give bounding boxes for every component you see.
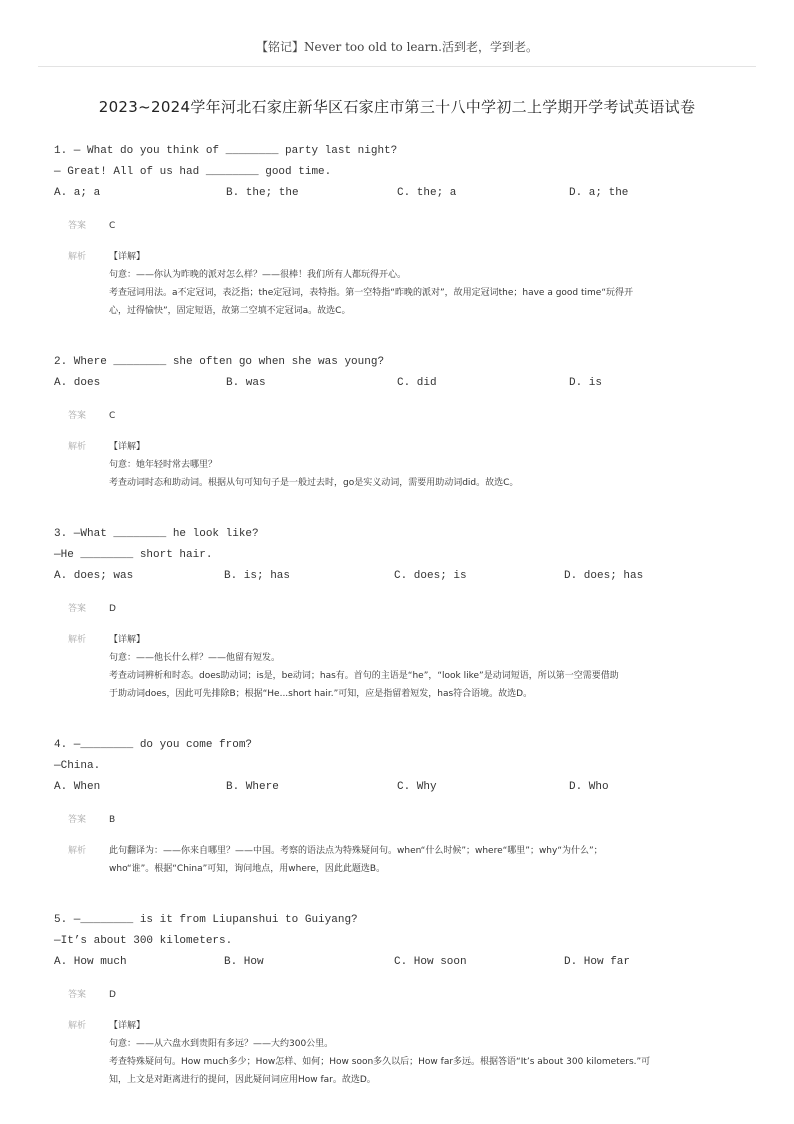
option-b: B. was — [226, 377, 266, 389]
analysis-line: 考查动词时态和助动词。根据从句可知句子是一般过去时，go是实义动词，需要用助动词did。故选C。 — [109, 478, 519, 488]
answer-row — [68, 986, 754, 1004]
analysis-label: 解析 — [68, 442, 87, 452]
exam-title: 2023~2024学年河北石家庄新华区石家庄市第三十八中学初二上学期开学考试英语试卷 — [98, 98, 696, 116]
analysis-line: 句意：她年轻时常去哪里？ — [109, 460, 218, 470]
question-stem: 2. Where ________ she often go when she was young? — [54, 356, 385, 368]
option-b: B. Where — [226, 781, 279, 793]
analysis-line: 考查冠词用法。a不定冠词，表泛指；the定冠词，表特指。第一空特指“昨晚的派对”，故用定冠词the；have a good time“玩得开 — [109, 288, 633, 298]
answer-row — [68, 407, 754, 425]
analysis-row — [68, 842, 754, 878]
option-c: C. did — [397, 377, 437, 389]
analysis-line: 考查动词辨析和时态。does助动词；is是，be动词；has有。首句的主语是“he”，“look like”是动词短语，所以第一空需要借助 — [109, 671, 619, 681]
option-d: D. does; has — [564, 570, 644, 582]
answer-value: D — [109, 604, 116, 614]
options-row — [54, 777, 754, 798]
analysis-label: 解析 — [68, 252, 87, 262]
page-header-motto: 【铭记】Never too old to learn.活到老，学到老。 — [256, 40, 538, 54]
answer-label: 答案 — [68, 221, 87, 231]
question-3 — [54, 524, 754, 703]
answer-label: 答案 — [68, 604, 87, 614]
question-stem: 4. —________ do you come from? — [54, 739, 253, 751]
option-a: A. does — [54, 377, 101, 389]
option-c: C. does; is — [394, 570, 467, 582]
option-c: C. How soon — [394, 956, 467, 968]
question-stem: 3. —What ________ he look like? — [54, 528, 259, 540]
answer-block — [68, 217, 754, 320]
option-a: A. When — [54, 781, 101, 793]
answer-value: C — [109, 221, 116, 231]
analysis-line: 【详解】 — [109, 252, 146, 262]
question-stem: —He ________ short hair. — [54, 549, 213, 561]
answer-block — [68, 811, 754, 878]
answer-row — [68, 811, 754, 829]
question-2 — [54, 352, 754, 492]
analysis-line: 句意：——他长什么样？——他留有短发。 — [109, 653, 281, 663]
analysis-line: 【详解】 — [109, 1021, 146, 1031]
analysis-line: 句意：——从六盘水到贵阳有多远？——大约300公里。 — [109, 1039, 334, 1049]
analysis-line: 【详解】 — [109, 442, 146, 452]
answer-block — [68, 407, 754, 492]
analysis-line: 于助动词does，因此可先排除B；根据“He...short hair.”可知，应是指留着短发，has符合语境。故选D。 — [109, 689, 533, 699]
option-c: C. Why — [397, 781, 437, 793]
answer-value: D — [109, 990, 116, 1000]
answer-label: 答案 — [68, 411, 87, 421]
question-stem: 1. — What do you think of ________ party last night? — [54, 145, 398, 157]
option-b: B. the; the — [226, 187, 299, 199]
analysis-line: 句意：——你认为昨晚的派对怎么样？——很棒！我们所有人都玩得开心。 — [109, 270, 407, 280]
analysis-line: who“谁”。根据“China”可知，询问地点，用where，因此此题选B。 — [109, 864, 386, 874]
analysis-row — [68, 248, 754, 320]
question-5 — [54, 910, 754, 1089]
answer-block — [68, 986, 754, 1089]
question-stem: — Great! All of us had ________ good time. — [54, 166, 332, 178]
option-a: A. does; was — [54, 570, 134, 582]
question-stem: —It’s about 300 kilometers. — [54, 935, 233, 947]
options-row — [54, 952, 754, 973]
analysis-line: 【详解】 — [109, 635, 146, 645]
question-4 — [54, 735, 754, 878]
answer-value: B — [109, 815, 116, 825]
answer-row — [68, 217, 754, 235]
header-divider — [38, 66, 756, 67]
option-a: A. a; a — [54, 187, 101, 199]
answer-row — [68, 600, 754, 618]
answer-label: 答案 — [68, 990, 87, 1000]
question-1 — [54, 141, 754, 320]
option-a: A. How much — [54, 956, 127, 968]
option-d: D. How far — [564, 956, 631, 968]
answer-value: C — [109, 411, 116, 421]
analysis-line: 此句翻译为：——你来自哪里？——中国。考察的语法点为特殊疑问句。when“什么时候”；where“哪里”；why“为什么”； — [109, 846, 603, 856]
answer-block — [68, 600, 754, 703]
analysis-line: 考查特殊疑问句。How much多少；How怎样、如何；How soon多久以后；How far多远。根据答语“It’s about 300 kilometers.”可 — [109, 1057, 651, 1067]
option-d: D. is — [569, 377, 603, 389]
option-d: D. Who — [569, 781, 609, 793]
analysis-line: 知，上文是对距离进行的提问，因此疑问词应用How far。故选D。 — [109, 1075, 376, 1085]
options-row — [54, 373, 754, 394]
analysis-label: 解析 — [68, 846, 87, 856]
question-stem: —China. — [54, 760, 101, 772]
analysis-row — [68, 1017, 754, 1089]
analysis-line: 心，过得愉快”，固定短语，故第二空填不定冠词a。故选C。 — [109, 306, 351, 316]
options-row — [54, 566, 754, 587]
option-d: D. a; the — [569, 187, 629, 199]
answer-label: 答案 — [68, 815, 87, 825]
question-stem: 5. —________ is it from Liupanshui to Guiyang? — [54, 914, 358, 926]
option-b: B. How — [224, 956, 264, 968]
option-b: B. is; has — [224, 570, 291, 582]
analysis-label: 解析 — [68, 1021, 87, 1031]
analysis-label: 解析 — [68, 635, 87, 645]
option-c: C. the; a — [397, 187, 457, 199]
analysis-row — [68, 631, 754, 703]
analysis-row — [68, 438, 754, 492]
options-row — [54, 183, 754, 204]
